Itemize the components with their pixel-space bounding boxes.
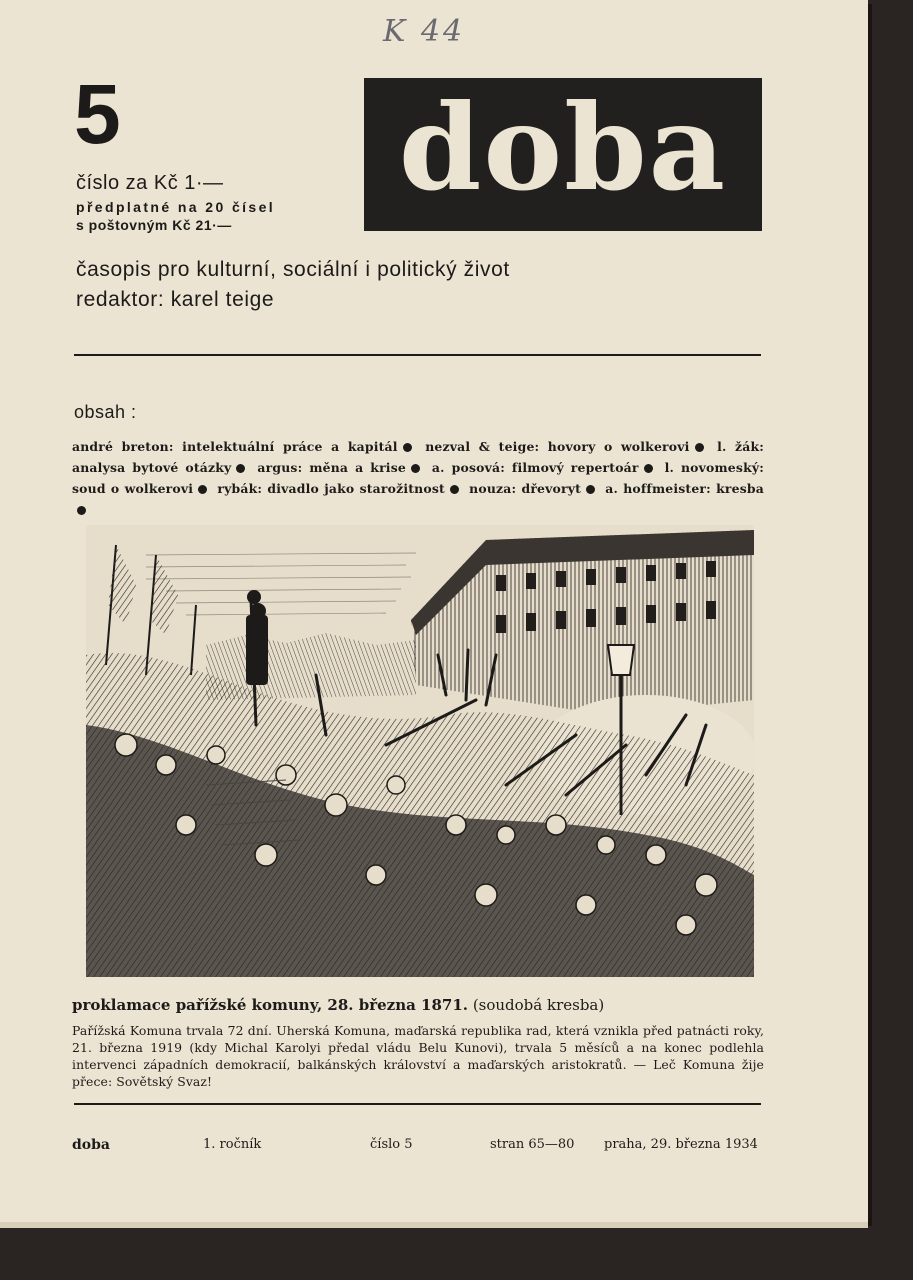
subtitle-editor: redaktor: karel teige bbox=[76, 288, 275, 311]
footer-place-date: praha, 29. března 1934 bbox=[604, 1137, 758, 1152]
contents-item: l. novomeský: soud o wolkerovi bbox=[72, 460, 765, 496]
crowd-engraving-illustration bbox=[86, 525, 754, 977]
footer-issue: číslo 5 bbox=[370, 1137, 413, 1152]
price-info bbox=[76, 172, 275, 233]
bullet-icon bbox=[77, 506, 86, 515]
footer-pages: stran 65—80 bbox=[490, 1137, 575, 1152]
contents-item: andré breton: intelektuální práce a kapitál bbox=[72, 439, 398, 454]
price-subscription: předplatné na 20 čísel bbox=[76, 199, 276, 215]
table-of-contents bbox=[72, 436, 764, 520]
caption-body: Pařížská Komuna trvala 72 dní. Uherská Komuna, maďarská republika rad, která vznikla před patnácti roky, 21. března 1919 (kdy Michal Karolyi předal vládu Belu Kunovi), trvala 5 měsíců a na konec podlehla intervenci západních demokracií, balkánských království a maďarských aristokratů. — Leč Komuna žije přece: Sovětský Svaz! bbox=[72, 1023, 764, 1089]
contents-heading: obsah : bbox=[74, 402, 137, 422]
page-edge bbox=[0, 1222, 868, 1228]
footer-volume: 1. ročník bbox=[203, 1137, 262, 1152]
subtitle-description: časopis pro kulturní, sociální i politický život bbox=[76, 258, 510, 281]
handwritten-note: K 44 bbox=[383, 14, 466, 49]
bullet-icon bbox=[403, 443, 412, 452]
caption-title-note: (soudobá kresba) bbox=[472, 996, 605, 1014]
contents-item: argus: měna a krise bbox=[257, 460, 406, 475]
caption-title bbox=[72, 996, 604, 1014]
contents-item: rybák: divadlo jako starožitnost bbox=[217, 481, 445, 496]
price-single-issue: číslo za Kč 1·— bbox=[76, 172, 224, 194]
masthead bbox=[364, 78, 762, 231]
masthead-title: doba bbox=[398, 77, 728, 217]
bullet-icon bbox=[411, 464, 420, 473]
contents-item: l. žák: analysa bytové otázky bbox=[72, 439, 765, 475]
bullet-icon bbox=[236, 464, 245, 473]
issue-number: 5 bbox=[74, 67, 121, 161]
footer-title: doba bbox=[72, 1137, 110, 1153]
bullet-icon bbox=[586, 485, 595, 494]
magazine-subtitle bbox=[76, 255, 510, 315]
bullet-icon bbox=[695, 443, 704, 452]
bullet-icon bbox=[644, 464, 653, 473]
price-postage: s poštovným Kč 21·— bbox=[76, 217, 232, 233]
divider-bottom bbox=[74, 1103, 761, 1105]
contents-item: a. posová: filmový repertoár bbox=[431, 460, 639, 475]
bullet-icon bbox=[198, 485, 207, 494]
contents-item: nouza: dřevoryt bbox=[469, 481, 582, 496]
divider-top bbox=[74, 354, 761, 356]
caption-title-main: proklamace pařížské komuny, 28. března 1871. bbox=[72, 996, 469, 1014]
bullet-icon bbox=[450, 485, 459, 494]
contents-item: a. hoffmeister: kresba bbox=[605, 481, 764, 496]
contents-item: nezval & teige: hovory o wolkerovi bbox=[425, 439, 690, 454]
